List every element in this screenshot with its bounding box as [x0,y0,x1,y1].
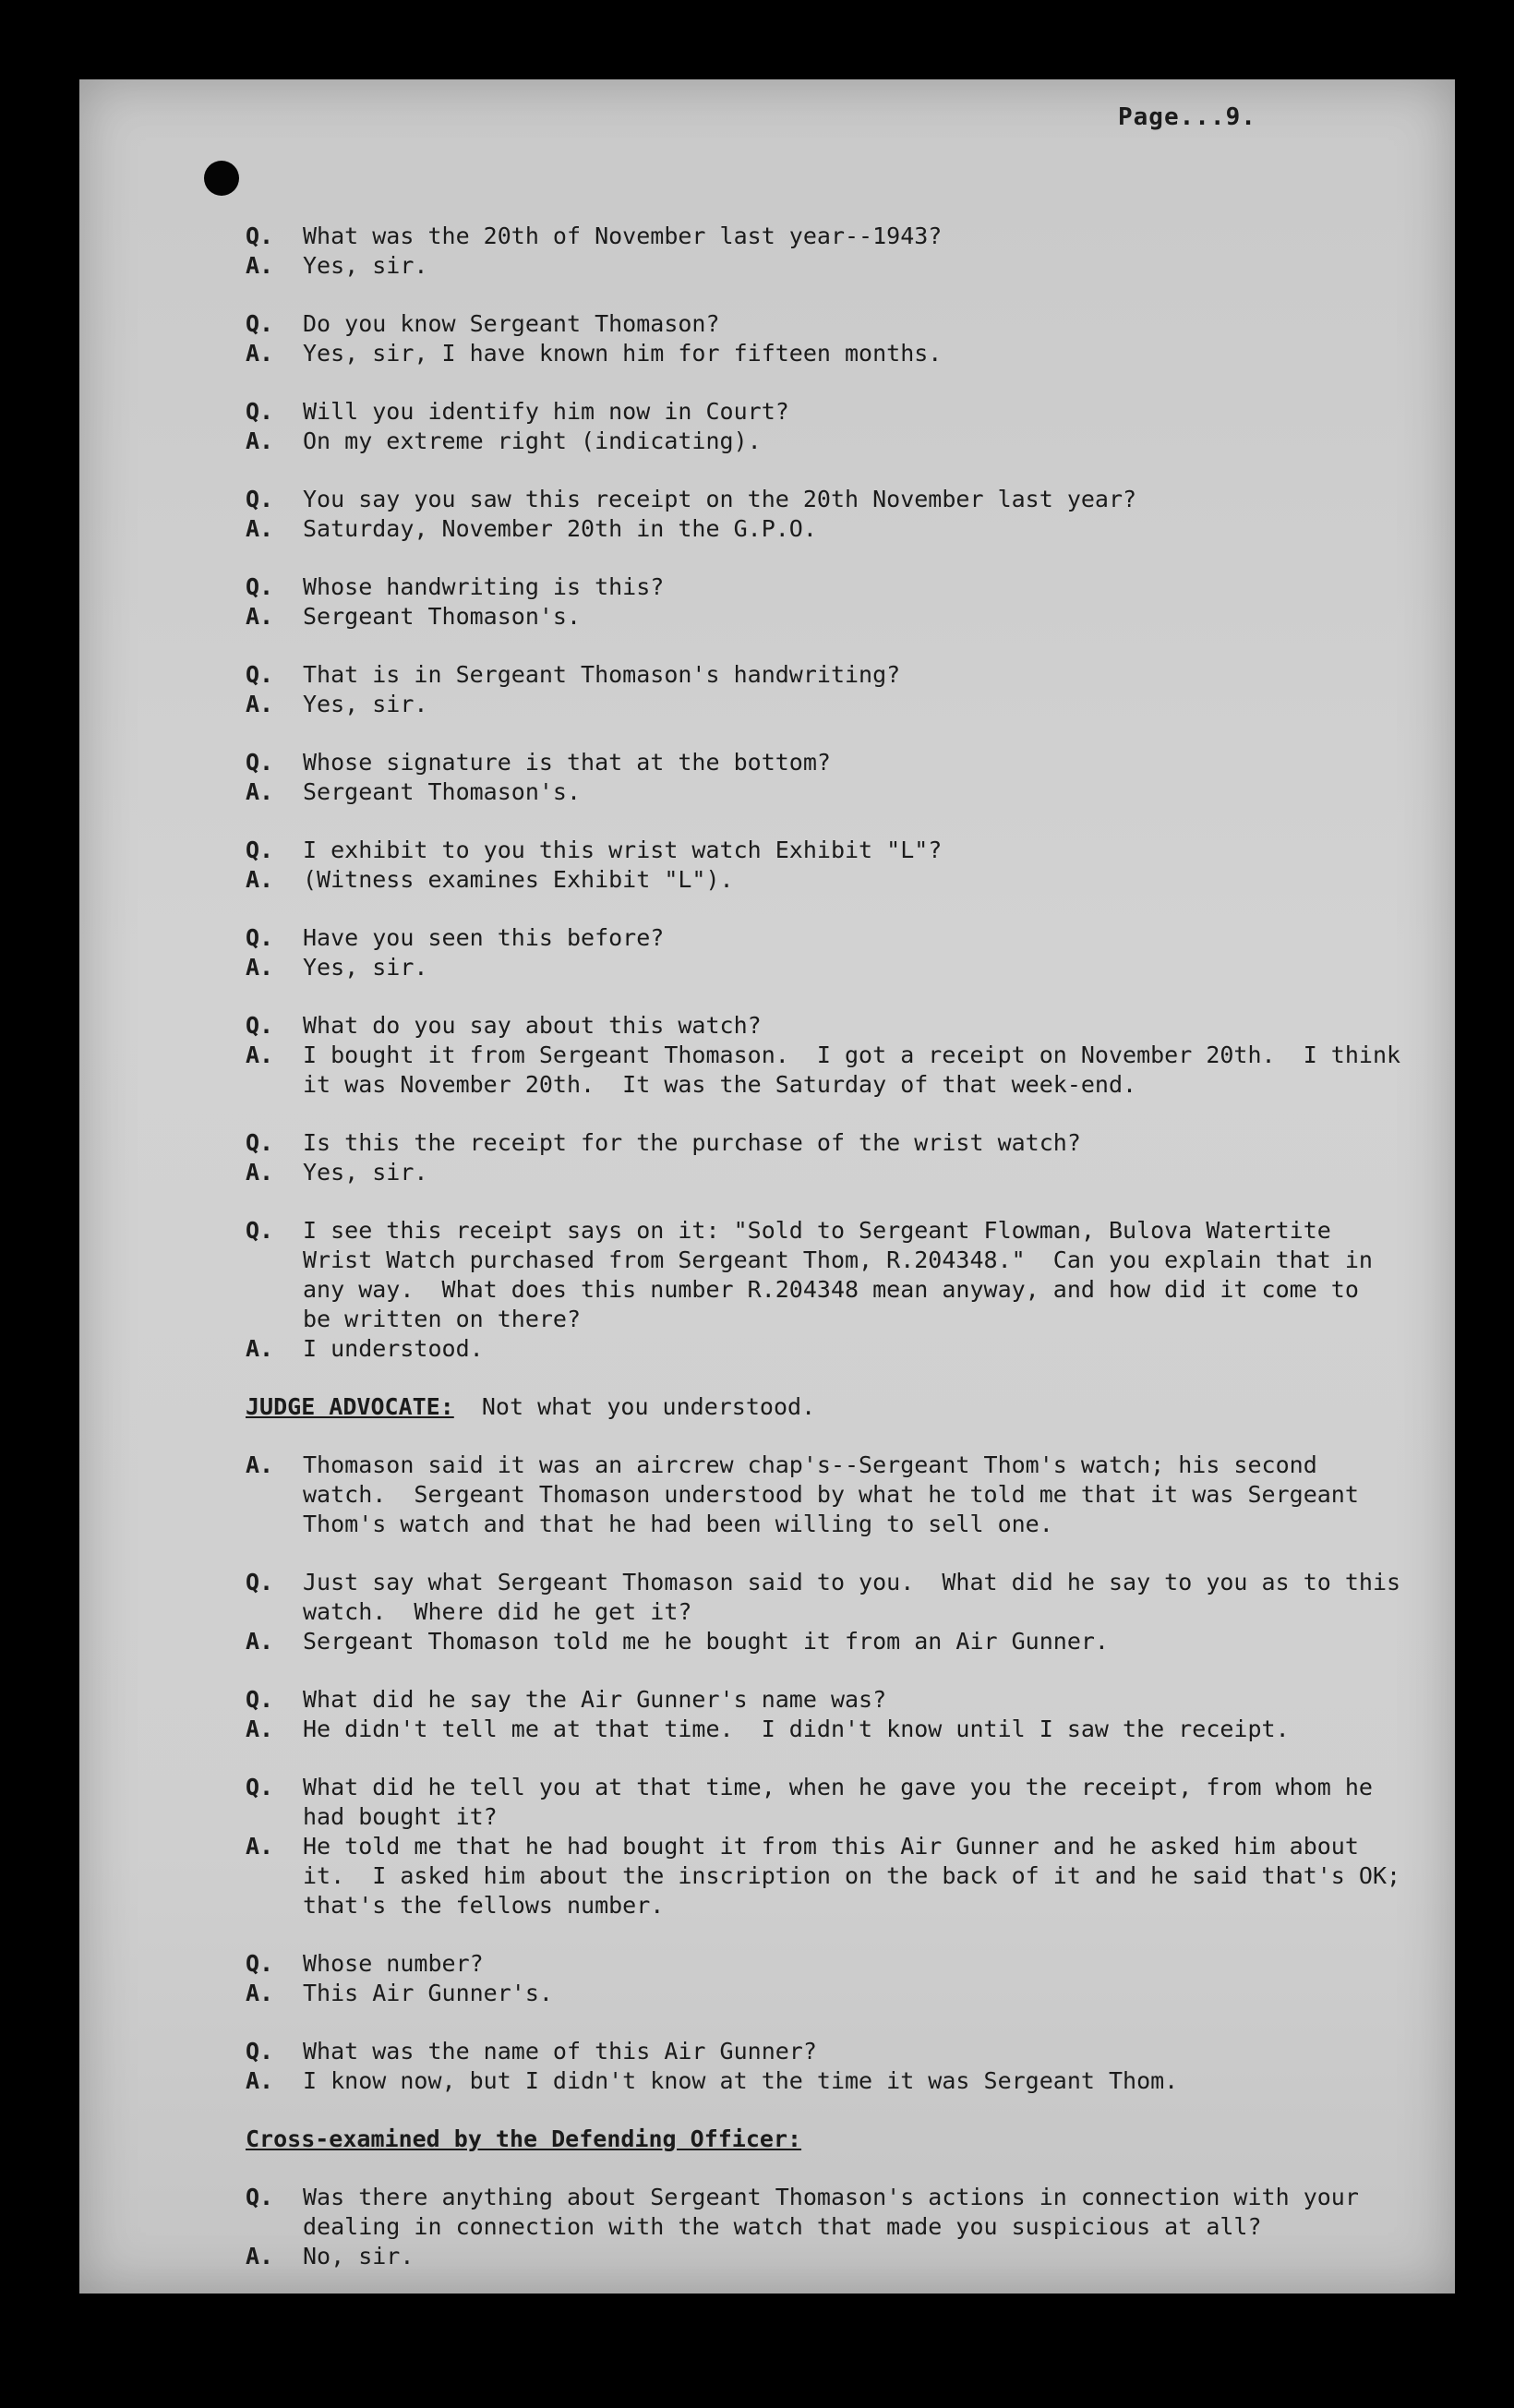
testimony-text: What did he say the Air Gunner's name was? [303,1686,887,1713]
speaker-label: A. [246,691,274,717]
answer-line [246,1158,1423,1187]
question-line [246,397,1423,427]
question-line [246,1216,1423,1334]
answer-line [246,953,1423,982]
speaker-label: Q. [246,1774,274,1800]
qa-exchange [246,309,1423,368]
qa-exchange [246,836,1423,895]
speaker-label: Q. [246,1950,274,1977]
testimony-text: Whose number? [303,1950,484,1977]
testimony-text: Do you know Sergeant Thomason? [303,310,720,337]
testimony-text: What was the name of this Air Gunner? [303,2038,817,2065]
speaker-label: A. [246,1833,274,1860]
speaker-label: A. [246,340,274,367]
question-line [246,1685,1423,1715]
speaker-label: Q. [246,661,274,688]
document-page [79,79,1455,2294]
testimony-text: Have you seen this before? [303,924,665,951]
question-line [246,660,1423,690]
testimony-text: Sergeant Thomason told me he bought it from an Air Gunner. [303,1628,1109,1655]
speaker-label: Q. [246,749,274,776]
qa-exchange [246,1949,1423,2008]
testimony-text: Is this the receipt for the purchase of the wrist watch? [303,1129,1081,1156]
speaker-label: A. [246,603,274,630]
testimony-text: I see this receipt says on it: "Sold to Sergeant Flowman, Bulova Watertite Wrist Watch purchased from Sergeant Thom, R.204348." Can you explain that in any way. What does this number R.204348 mean anyway, and how did it come to be written on there? [303,1217,1373,1332]
qa-exchange [246,748,1423,807]
question-line [246,836,1423,865]
section-heading: Cross-examined by the Defending Officer: [246,2125,802,2152]
answer-line [246,1715,1423,1744]
answer-line [246,514,1423,544]
qa-exchange [246,485,1423,544]
speaker-label: Q. [246,310,274,337]
qa-exchange [246,1451,1423,1539]
question-line [246,1949,1423,1979]
speaker-label: A. [246,515,274,542]
qa-exchange [246,1216,1423,1364]
speaker-label: Q. [246,1217,274,1244]
answer-line [246,1832,1423,1920]
speaker-label: Q. [246,924,274,951]
testimony-text: Will you identify him now in Court? [303,398,789,425]
testimony-text: Sergeant Thomason's. [303,778,582,805]
speaker-label: A. [246,954,274,981]
answer-line [246,690,1423,719]
testimony-text: Yes, sir, I have known him for fifteen months. [303,340,943,367]
page-number: Page...9. [1118,103,1256,131]
qa-exchange [246,1568,1423,1656]
qa-exchange [246,2037,1423,2096]
testimony-text: I exhibit to you this wrist watch Exhibit "L"? [303,837,943,863]
speaker-label: Q. [246,223,274,249]
testimony-text: Whose handwriting is this? [303,573,665,600]
speaker-label: Q. [246,1012,274,1039]
question-line [246,923,1423,953]
answer-line [246,1334,1423,1364]
answer-line [246,427,1423,456]
speaker-label: A. [246,2243,274,2270]
question-line [246,572,1423,602]
question-line [246,222,1423,251]
speaker-label: Q. [246,2184,274,2210]
question-line [246,2183,1423,2242]
qa-exchange [246,1011,1423,1100]
testimony-text: Was there anything about Sergeant Thomason's actions in connection with your dealing in connection with the watch that made you suspicious at all? [303,2184,1359,2240]
testimony-text: He told me that he had bought it from this Air Gunner and he asked him about it. I asked him about the inscription on the back of it and he said that's OK; that's the fellows number. [303,1833,1401,1919]
speaker-label: Q. [246,486,274,512]
speaker-label: A. [246,1451,274,1478]
testimony-text: Yes, sir. [303,954,428,981]
speaker-label: A. [246,1335,274,1362]
answer-line [246,339,1423,368]
qa-exchange [246,397,1423,456]
testimony-text: Yes, sir. [303,252,428,279]
answer-line [246,1627,1423,1656]
speaker-label: Q. [246,1686,274,1713]
speaker-label: A. [246,2067,274,2094]
testimony-text: I know now, but I didn't know at the time it was Sergeant Thom. [303,2067,1179,2094]
speaker-label: Q. [246,2038,274,2065]
speaker-heading: JUDGE ADVOCATE: [246,1393,454,1420]
question-line [246,1773,1423,1832]
answer-line [246,1041,1423,1100]
answer-line [246,2242,1423,2271]
speaker-label: A. [246,1159,274,1186]
testimony-text: Yes, sir. [303,691,428,717]
answer-line [246,2066,1423,2096]
question-line [246,748,1423,777]
qa-exchange [246,1685,1423,1744]
judge-advocate-remark [246,1392,1423,1422]
speaker-label: Q. [246,398,274,425]
remark-text: Not what you understood. [453,1393,816,1420]
speaker-label: A. [246,778,274,805]
speaker-label: Q. [246,1569,274,1595]
speaker-label: A. [246,866,274,893]
question-line [246,309,1423,339]
qa-exchange [246,572,1423,632]
answer-line [246,602,1423,632]
testimony-text: Just say what Sergeant Thomason said to you. What did he say to you as to this watch. Where did he get it? [303,1569,1401,1625]
qa-exchange [246,2183,1423,2271]
qa-exchange [246,1128,1423,1187]
court-transcript [246,222,1423,2300]
testimony-text: No, sir. [303,2243,415,2270]
question-line [246,485,1423,514]
qa-exchange [246,1773,1423,1920]
speaker-label: A. [246,252,274,279]
speaker-label: Q. [246,573,274,600]
testimony-text: What did he tell you at that time, when he gave you the receipt, from whom he had bought it? [303,1774,1373,1830]
testimony-text: That is in Sergeant Thomason's handwriting? [303,661,901,688]
speaker-label: A. [246,1628,274,1655]
answer-line [246,1979,1423,2008]
qa-exchange [246,923,1423,982]
testimony-text: I bought it from Sergeant Thomason. I got a receipt on November 20th. I think it was November 20th. It was the Saturday of that week-end. [303,1041,1401,1098]
speaker-label: Q. [246,837,274,863]
testimony-text: On my extreme right (indicating). [303,427,762,454]
qa-exchange [246,222,1423,281]
testimony-text: Saturday, November 20th in the G.P.O. [303,515,817,542]
question-line [246,1011,1423,1041]
answer-line [246,865,1423,895]
punch-hole [204,161,239,196]
speaker-label: A. [246,427,274,454]
answer-line [246,1451,1423,1539]
speaker-label: A. [246,1041,274,1068]
testimony-text: You say you saw this receipt on the 20th November last year? [303,486,1137,512]
testimony-text: (Witness examines Exhibit "L"). [303,866,734,893]
speaker-label: Q. [246,1129,274,1156]
question-line [246,1568,1423,1627]
testimony-text: What do you say about this watch? [303,1012,762,1039]
qa-exchange [246,660,1423,719]
testimony-text: I understood. [303,1335,484,1362]
answer-line [246,777,1423,807]
speaker-label: A. [246,1980,274,2006]
testimony-text: Whose signature is that at the bottom? [303,749,831,776]
testimony-text: Thomason said it was an aircrew chap's--Sergeant Thom's watch; his second watch. Sergeant Thomason understood by what he told me that it was Sergeant Thom's watch and that he had been willing to sell one. [303,1451,1359,1537]
testimony-text: This Air Gunner's. [303,1980,553,2006]
question-line [246,1128,1423,1158]
testimony-text: Sergeant Thomason's. [303,603,582,630]
testimony-text: What was the 20th of November last year--1943? [303,223,943,249]
testimony-text: He didn't tell me at that time. I didn't know until I saw the receipt. [303,1716,1290,1742]
answer-line [246,251,1423,281]
speaker-label: A. [246,1716,274,1742]
testimony-text: Yes, sir. [303,1159,428,1186]
question-line [246,2037,1423,2066]
